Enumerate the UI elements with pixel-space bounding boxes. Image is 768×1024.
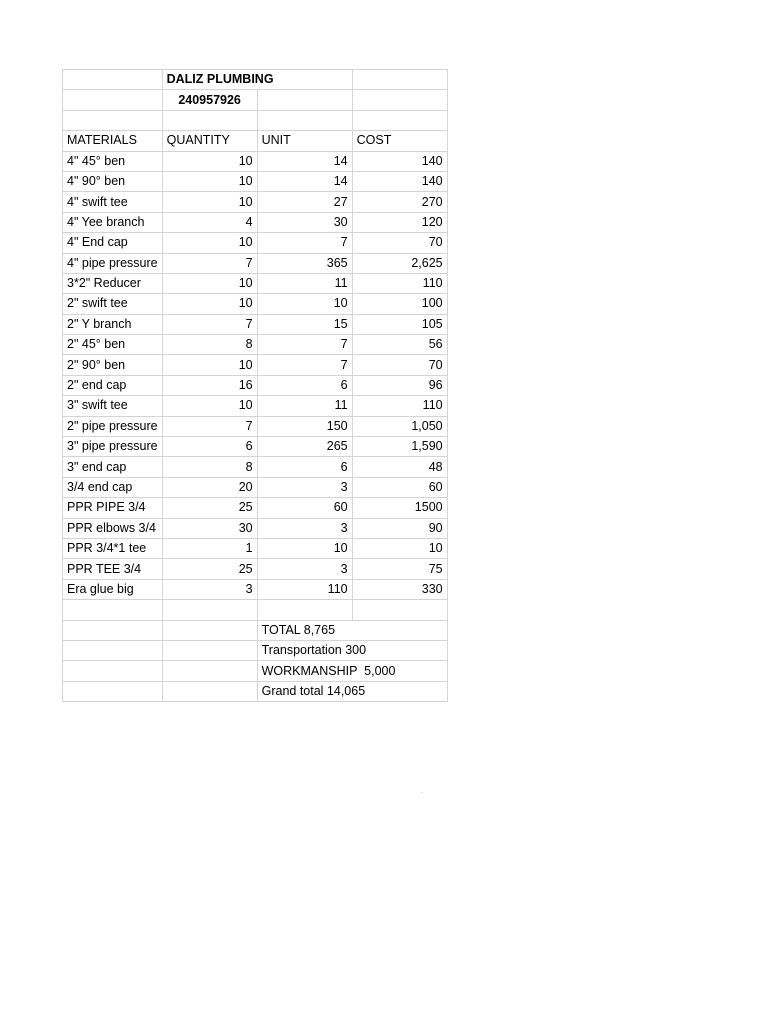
table-row	[63, 538, 448, 558]
material-cell: 4" 45° ben	[63, 151, 163, 171]
quantity-cell: 10	[162, 171, 257, 191]
cell-blank	[63, 640, 163, 660]
unit-cell: 11	[257, 396, 352, 416]
cost-cell: 10	[352, 538, 447, 558]
cell-blank	[63, 620, 163, 640]
unit-cell: 3	[257, 477, 352, 497]
table-row	[63, 355, 448, 375]
material-cell: 4" End cap	[63, 233, 163, 253]
quantity-cell: 1	[162, 538, 257, 558]
quantity-cell: 16	[162, 375, 257, 395]
unit-cell: 7	[257, 233, 352, 253]
material-cell: 2" end cap	[63, 375, 163, 395]
quantity-cell: 10	[162, 273, 257, 293]
material-cell: 4" Yee branch	[63, 212, 163, 232]
table-row	[63, 518, 448, 538]
quantity-cell: 25	[162, 559, 257, 579]
cell-blank	[257, 110, 352, 130]
transportation-label: Transportation 300	[257, 640, 447, 660]
cost-cell: 110	[352, 273, 447, 293]
cost-cell: 1,590	[352, 437, 447, 457]
cell-blank	[257, 90, 352, 110]
cost-cell: 1500	[352, 498, 447, 518]
total-label: TOTAL 8,765	[257, 620, 447, 640]
unit-cell: 11	[257, 273, 352, 293]
table-row	[63, 253, 448, 273]
unit-cell: 14	[257, 151, 352, 171]
workmanship-label: WORKMANSHIP 5,000	[257, 661, 447, 681]
quantity-cell: 10	[162, 294, 257, 314]
quantity-cell: 7	[162, 253, 257, 273]
quantity-cell: 7	[162, 314, 257, 334]
unit-cell: 150	[257, 416, 352, 436]
column-header-row	[63, 131, 448, 151]
cost-cell: 105	[352, 314, 447, 334]
material-cell: 4" 90° ben	[63, 171, 163, 191]
cell-blank	[352, 600, 447, 620]
company-phone: 240957926	[162, 90, 257, 110]
table-row	[63, 437, 448, 457]
cost-cell: 2,625	[352, 253, 447, 273]
cell-blank	[63, 70, 163, 90]
material-cell: 2" 90° ben	[63, 355, 163, 375]
grand-total-label: Grand total 14,065	[257, 681, 447, 701]
cost-cell: 60	[352, 477, 447, 497]
company-name: DALIZ PLUMBING	[162, 70, 352, 90]
quantity-cell: 3	[162, 579, 257, 599]
material-cell: 4" pipe pressure	[63, 253, 163, 273]
cost-cell: 140	[352, 151, 447, 171]
material-cell: 2" swift tee	[63, 294, 163, 314]
header-quantity: QUANTITY	[162, 131, 257, 151]
cell-blank	[352, 110, 447, 130]
cost-cell: 330	[352, 579, 447, 599]
table-row	[63, 192, 448, 212]
cell-blank	[162, 661, 257, 681]
quantity-cell: 10	[162, 396, 257, 416]
totals-row	[63, 640, 448, 660]
cell-blank	[63, 681, 163, 701]
material-cell: PPR elbows 3/4	[63, 518, 163, 538]
cost-cell: 270	[352, 192, 447, 212]
table-row	[63, 212, 448, 232]
cost-cell: 120	[352, 212, 447, 232]
quantity-cell: 30	[162, 518, 257, 538]
cost-cell: 100	[352, 294, 447, 314]
unit-cell: 7	[257, 355, 352, 375]
cost-cell: 70	[352, 233, 447, 253]
cell-blank	[257, 600, 352, 620]
table-row	[63, 396, 448, 416]
quantity-cell: 10	[162, 151, 257, 171]
table-row	[63, 457, 448, 477]
material-cell: PPR 3/4*1 tee	[63, 538, 163, 558]
quantity-cell: 7	[162, 416, 257, 436]
cell-blank	[162, 620, 257, 640]
table-row	[63, 314, 448, 334]
totals-row	[63, 681, 448, 701]
unit-cell: 6	[257, 375, 352, 395]
table-row	[63, 171, 448, 191]
cell-blank	[352, 90, 447, 110]
cell-blank	[162, 681, 257, 701]
cost-cell: 1,050	[352, 416, 447, 436]
table-row	[63, 477, 448, 497]
title-row	[63, 70, 448, 90]
material-cell: 2" Y branch	[63, 314, 163, 334]
cell-blank	[162, 600, 257, 620]
cost-cell: 90	[352, 518, 447, 538]
material-cell: PPR PIPE 3/4	[63, 498, 163, 518]
material-cell: 3/4 end cap	[63, 477, 163, 497]
cost-cell: 96	[352, 375, 447, 395]
table-row	[63, 579, 448, 599]
table-row	[63, 498, 448, 518]
spreadsheet-body	[63, 70, 448, 702]
unit-cell: 27	[257, 192, 352, 212]
table-row	[63, 559, 448, 579]
material-cell: 3" pipe pressure	[63, 437, 163, 457]
unit-cell: 265	[257, 437, 352, 457]
material-cell: 2" pipe pressure	[63, 416, 163, 436]
quantity-cell: 10	[162, 233, 257, 253]
header-materials: MATERIALS	[63, 131, 163, 151]
cell-blank	[63, 600, 163, 620]
material-cell: 3" end cap	[63, 457, 163, 477]
cell-blank	[63, 661, 163, 681]
cost-cell: 110	[352, 396, 447, 416]
material-cell: PPR TEE 3/4	[63, 559, 163, 579]
material-cell: 3" swift tee	[63, 396, 163, 416]
quantity-cell: 10	[162, 192, 257, 212]
unit-cell: 110	[257, 579, 352, 599]
material-cell: 2" 45° ben	[63, 335, 163, 355]
table-row	[63, 294, 448, 314]
quantity-cell: 8	[162, 335, 257, 355]
unit-cell: 14	[257, 171, 352, 191]
unit-cell: 3	[257, 559, 352, 579]
unit-cell: 6	[257, 457, 352, 477]
table-row	[63, 416, 448, 436]
cell-blank	[352, 70, 447, 90]
cell-blank	[63, 90, 163, 110]
cost-cell: 48	[352, 457, 447, 477]
table-row	[63, 151, 448, 171]
empty-row	[63, 110, 448, 130]
material-cell: 3*2" Reducer	[63, 273, 163, 293]
totals-row	[63, 661, 448, 681]
table-row	[63, 375, 448, 395]
cell-blank	[162, 640, 257, 660]
cost-cell: 140	[352, 171, 447, 191]
material-cell: Era glue big	[63, 579, 163, 599]
table-row	[63, 273, 448, 293]
spreadsheet	[62, 69, 448, 702]
unit-cell: 10	[257, 538, 352, 558]
quantity-cell: 20	[162, 477, 257, 497]
cost-cell: 75	[352, 559, 447, 579]
page-speck	[421, 792, 423, 793]
quantity-cell: 4	[162, 212, 257, 232]
phone-row	[63, 90, 448, 110]
cell-blank	[63, 110, 163, 130]
quantity-cell: 25	[162, 498, 257, 518]
unit-cell: 10	[257, 294, 352, 314]
empty-row	[63, 600, 448, 620]
totals-row	[63, 620, 448, 640]
cost-cell: 56	[352, 335, 447, 355]
unit-cell: 3	[257, 518, 352, 538]
unit-cell: 15	[257, 314, 352, 334]
quantity-cell: 10	[162, 355, 257, 375]
table-row	[63, 335, 448, 355]
unit-cell: 365	[257, 253, 352, 273]
quantity-cell: 8	[162, 457, 257, 477]
cell-blank	[162, 110, 257, 130]
header-unit: UNIT	[257, 131, 352, 151]
unit-cell: 60	[257, 498, 352, 518]
quantity-cell: 6	[162, 437, 257, 457]
table-row	[63, 233, 448, 253]
unit-cell: 30	[257, 212, 352, 232]
unit-cell: 7	[257, 335, 352, 355]
header-cost: COST	[352, 131, 447, 151]
cost-cell: 70	[352, 355, 447, 375]
material-cell: 4" swift tee	[63, 192, 163, 212]
